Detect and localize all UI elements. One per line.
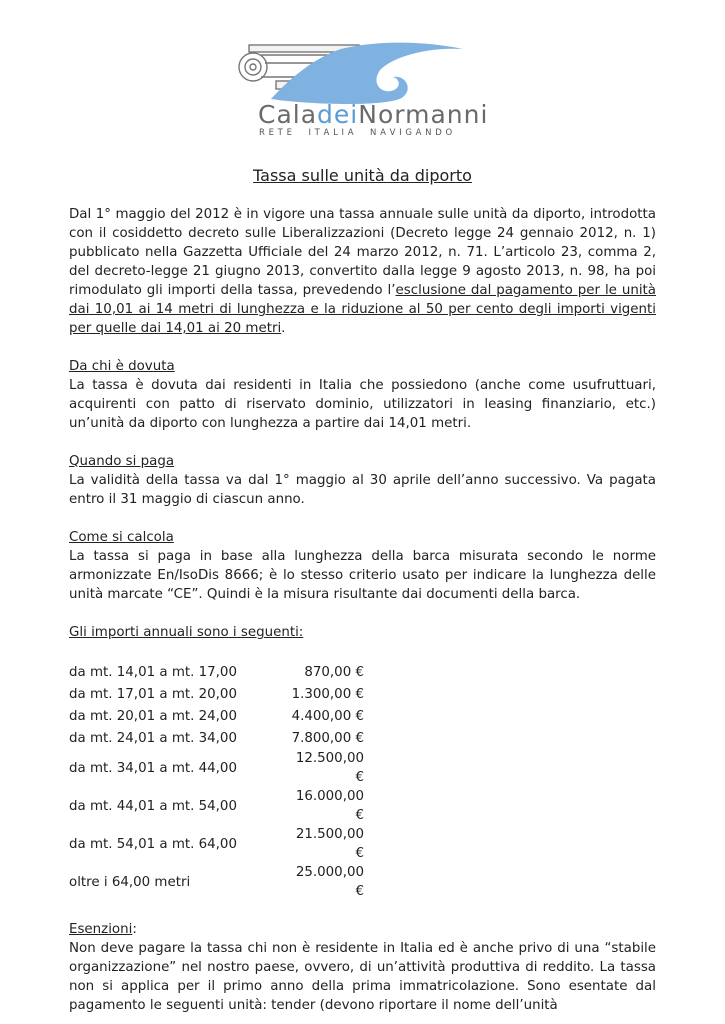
section-heading-quando: Quando si paga	[69, 454, 175, 469]
section-text-calcolo: La tassa si paga in base alla lunghezza della barca misurata secondo le norme armonizzate En/IsoDis 8666; è lo stesso criterio usato per indicare la lunghezza delle unità marcate “CE”. Quindi è la misura risultante dai documenti della barca.	[69, 549, 656, 602]
fee-amount: 4.400,00 €	[291, 708, 364, 724]
table-row	[69, 683, 364, 705]
section-text-quando: La validità della tassa va dal 1° maggio al 30 aprile dell’anno successivo. Va pagata entro il 31 maggio di ciascun anno.	[69, 473, 656, 507]
fee-range: da mt. 20,01 a mt. 24,00	[69, 708, 237, 724]
section-heading-calcolo: Come si calcola	[69, 530, 174, 545]
fee-range: da mt. 54,01 a mt. 64,00	[69, 836, 237, 852]
section-heading-esenzioni: Esenzioni:	[69, 922, 137, 937]
fee-amount: 21.500,00 €	[295, 827, 364, 861]
document-body	[69, 205, 656, 1015]
table-row	[69, 825, 364, 863]
table-row	[69, 705, 364, 727]
fee-range: da mt. 17,01 a mt. 20,00	[69, 686, 237, 702]
fee-range: da mt. 24,01 a mt. 34,00	[69, 730, 237, 746]
table-row	[69, 787, 364, 825]
fee-amount: 16.000,00 €	[295, 789, 364, 823]
section-heading-dovuta: Da chi è dovuta	[69, 359, 175, 374]
page-title: Tassa sulle unità da diporto	[253, 166, 472, 185]
fee-amount: 7.800,00 €	[291, 730, 364, 746]
fee-amount: 870,00 €	[304, 664, 364, 680]
fee-amount: 1.300,00 €	[291, 686, 364, 702]
table-row	[69, 661, 364, 683]
brand-tagline: R E T E I T A L I A N A V I G A N D O	[259, 128, 453, 138]
section-text-dovuta: La tassa è dovuta dai residenti in Italia che possiedono (anche come usufruttuari, acquirenti con patto di riservato dominio, utilizzatori in leasing finanziario, etc.) un’unità da diporto con lunghezza a partire dai 14,01 metri.	[69, 378, 656, 431]
fee-range: da mt. 34,01 a mt. 44,00	[69, 760, 237, 776]
table-row	[69, 749, 364, 787]
fee-amount: 12.500,00 €	[295, 751, 364, 785]
fee-range: da mt. 44,01 a mt. 54,00	[69, 798, 237, 814]
table-row	[69, 863, 364, 901]
fees-table	[69, 661, 364, 901]
table-row	[69, 727, 364, 749]
intro-paragraph: Dal 1° maggio del 2012 è in vigore una tassa annuale sulle unità da diporto, introdotta con il cosiddetto decreto sulle Liberalizzazioni (Decreto legge 24 gennaio 2012, n. 1) pubblicato nella Gazzetta Ufficiale del 24 marzo 2012, n. 71. L’articolo 23, comma 2, del decreto-legge 21 giugno 2013, convertito dalla legge 9 agosto 2013, n. 98, ha poi rimodulato gli importi della tassa, prevedendo l’esclusione dal pagamento per le unità dai 10,01 ai 14 metri di lunghezza e la riduzione al 50 per cento degli importi vigenti per quelle dai 14,01 ai 20 metri.	[69, 207, 656, 336]
fee-range: oltre i 64,00 metri	[69, 874, 191, 890]
fee-range: da mt. 14,01 a mt. 17,00	[69, 664, 237, 680]
section-text-esenzioni: Non deve pagare la tassa chi non è residente in Italia ed è anche privo di una “stabile organizzazione” nel nostro paese, ovvero, di un’attività produttiva di reddito. La tassa non si applica per il primo anno della prima immatricolazione. Sono esentate dal pagamento le seguenti unità: tender (devono riportare il nome dell’unità	[69, 941, 656, 1013]
section-heading-importi: Gli importi annuali sono i seguenti:	[69, 625, 304, 640]
brand-name: CaladeiNormanni	[258, 100, 489, 129]
fee-amount: 25.000,00 €	[295, 865, 364, 899]
